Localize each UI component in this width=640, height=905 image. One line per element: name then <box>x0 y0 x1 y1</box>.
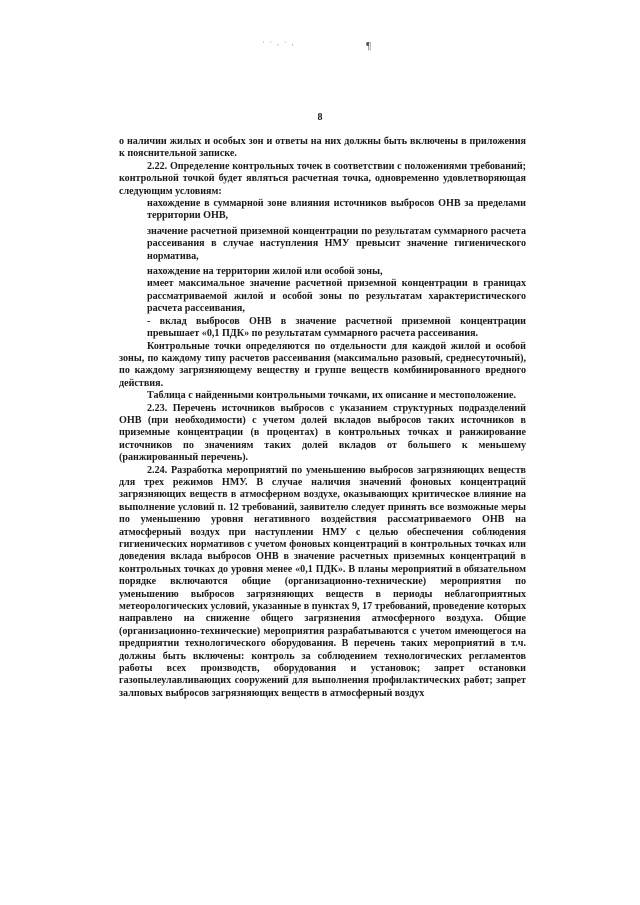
paragraph: о наличии жилых и особых зон и ответы на них должны быть включены в приложения к пояснительной записке. <box>119 136 526 160</box>
document-body <box>119 136 526 700</box>
paragraph-2-23: 2.23. Перечень источников выбросов с указанием структурных подразделений ОНВ (при необходимости) с учетом долей вкладов выбросов таких источников в приземные концентрации (в процентах) в контрольных точках и ранжирование источников по значениям таких долей вкладов от большего к меньшему (ранжированный перечень). <box>119 402 526 464</box>
condition-item: значение расчетной приземной концентрации по результатам суммарного расчета рассеивания в случае наступления НМУ превысит значение гигиенического норматива, <box>147 225 526 262</box>
condition-item: имеет максимальное значение расчетной приземной концентрации в границах рассматриваемой жилой и особой зоны по результатам характеристического расчета рассеивания, <box>147 278 526 315</box>
paragraph: Контрольные точки определяются по отдельности для каждой жилой и особой зоны, по каждому типу расчетов рассеивания (максимально разовый, среднесуточный), по каждому загрязняющему веществу и группе веществ комбинированного вредного действия. <box>119 340 526 389</box>
condition-item: нахождение в суммарной зоне влияния источников выбросов ОНВ за пределами территории ОНВ, <box>147 198 526 222</box>
scan-artifact: ¶ <box>366 40 372 52</box>
paragraph: Таблица с найденными контрольными точками, их описание и местоположение. <box>147 390 517 402</box>
condition-item: - вклад выбросов ОНВ в значение расчетной приземной концентрации превышает «0,1 ПДК» по результатам суммарного расчета рассеивания. <box>147 315 526 340</box>
paragraph-2-22: 2.22. Определение контрольных точек в соответствии с положениями требований; контрольной точкой будет являться расчетная точка, одновременно удовлетворяющая следующим условиям: <box>119 160 526 197</box>
page-number: 8 <box>317 112 323 123</box>
paragraph-2-24: 2.24. Разработка мероприятий по уменьшению выбросов загрязняющих веществ для трех режимов НМУ. В случае наличия значений фоновых концентраций загрязняющих веществ в атмосферном воздухе, оказывающих критическое влияние на выполнение условий п. 12 требований, заявителю следует принять все возможные меры по уменьшению уровня негативного воздействия рассматриваемого ОНВ на атмосферный воздух при наступлении НМУ с целью обеспечения соблюдения гигиенических нормативов с учетом фоновых концентраций в контрольных точках или доведения вклада выбросов ОНВ в значение расчетных приземных концентраций в контрольных точках до уровня менее «0,1 ПДК». В планы мероприятий в обязательном порядке включаются общие (организационно-технические) мероприятия по уменьшению выбросов загрязняющих веществ в периоды неблагоприятных метеорологических условий, указанные в пунктах 9, 17 требований, проведение которых направлено на снижение общего загрязнения атмосферного воздуха. Общие (организационно-технические) мероприятия разрабатываются с учетом имеющегося на предприятии технологического оборудования. В перечень таких мероприятий в т.ч. должны быть включены: контроль за соблюдением технологических регламентов работы всех производств, оборудования и установок; запрет остановки газопылеулавливающих сооружений для выполнения профилактических работ; запрет залповых выбросов загрязняющих веществ в атмосферный воздух <box>119 464 526 699</box>
condition-item: нахождение на территории жилой или особой зоны, <box>147 266 383 278</box>
scan-artifact: ˙ ˙ · ˙ · <box>262 40 295 50</box>
